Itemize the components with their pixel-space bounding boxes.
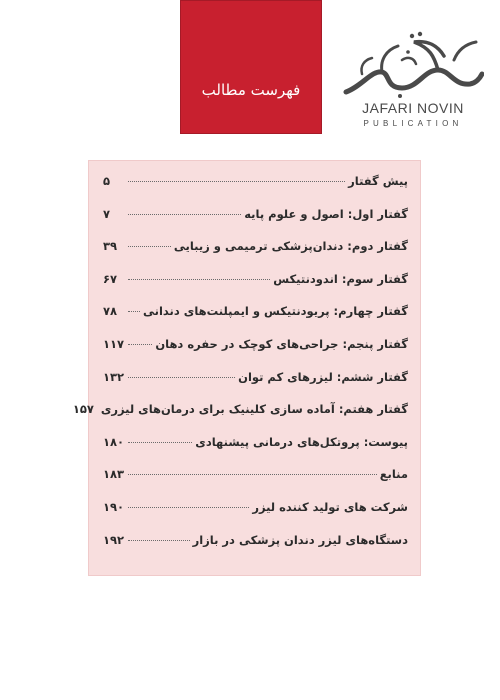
toc-leader-dots [128, 474, 377, 475]
toc-leader-dots [128, 540, 190, 541]
toc-entry-page: ۱۸۰ [103, 434, 125, 449]
toc-entry [103, 467, 408, 500]
toc-leader-dots [128, 214, 241, 215]
toc-entry-title: پیوست: پروتکل‌های درمانی پیشنهادی [195, 434, 408, 449]
toc-entry-title: دستگاه‌های لیزر دندان پزشکی در بازار [192, 532, 408, 547]
toc-entry [72, 402, 408, 435]
toc-entry-page: ۵ [103, 174, 111, 188]
page-title: فهرست مطالب [201, 81, 301, 99]
toc-entry-page: ۳۹ [103, 239, 118, 254]
toc-leader-dots [128, 311, 140, 312]
publisher-subtitle: PUBLICATION [363, 119, 463, 128]
toc-entry [103, 239, 408, 272]
toc-entry [103, 174, 408, 207]
toc-entry-title: گفتار ششم: لیزرهای کم توان [238, 369, 408, 384]
toc-entry [103, 370, 408, 403]
toc-entry-title: گفتار اول: اصول و علوم پایه [244, 206, 408, 221]
toc-entry-title: شرکت های تولید کننده لیزر [252, 499, 408, 514]
toc-entry-title: گفتار هفتم: آماده سازی کلینیک برای درمان‌های لیزری [100, 402, 408, 417]
toc-entry-page: ۱۳۲ [103, 369, 125, 384]
toc-entry-page: ۱۹۰ [103, 499, 125, 514]
toc-entry-page: ۷ [103, 206, 111, 221]
toc-entry [103, 272, 408, 305]
toc-entry [103, 337, 408, 370]
toc-leader-dots [128, 507, 249, 508]
header-tab [180, 0, 322, 134]
toc-entry-title: گفتار دوم: دندان‌پزشکی ترمیمی و زیبایی [173, 239, 408, 254]
toc-entry-title: پیش گفتار [348, 174, 408, 188]
toc-entry [103, 304, 408, 337]
toc-entry-page: ۱۸۳ [103, 467, 125, 482]
toc-leader-dots [128, 279, 270, 280]
toc-entry [103, 500, 408, 533]
toc-list [72, 174, 408, 565]
toc-leader-dots [128, 344, 152, 345]
toc-entry [103, 435, 408, 468]
toc-entry-title: گفتار پنجم: جراحی‌های کوچک در حفره دهان [155, 336, 408, 351]
publisher-name: JAFARI NOVIN [362, 100, 464, 116]
toc-entry-page: ۱۵۷ [72, 402, 94, 417]
toc-entry-title: منابع [379, 467, 408, 482]
toc-entry [103, 533, 408, 566]
toc-leader-dots [128, 377, 235, 378]
table-of-contents [72, 160, 421, 576]
toc-leader-dots [128, 181, 345, 182]
toc-leader-dots [128, 246, 171, 247]
toc-leader-dots [128, 442, 192, 443]
publisher-calligraphy-icon [342, 30, 484, 100]
toc-entry-title: گفتار چهارم: پریودنتیکس و ایمپلنت‌های دندانی [143, 304, 408, 319]
toc-entry [103, 207, 408, 240]
toc-entry-page: ۱۹۲ [103, 532, 125, 547]
publisher-logo [338, 30, 488, 140]
toc-entry-page: ۱۱۷ [103, 336, 125, 351]
toc-entry-page: ۷۸ [103, 304, 118, 319]
toc-entry-page: ۶۷ [103, 271, 118, 286]
toc-entry-title: گفتار سوم: اندودنتیکس [273, 271, 408, 286]
